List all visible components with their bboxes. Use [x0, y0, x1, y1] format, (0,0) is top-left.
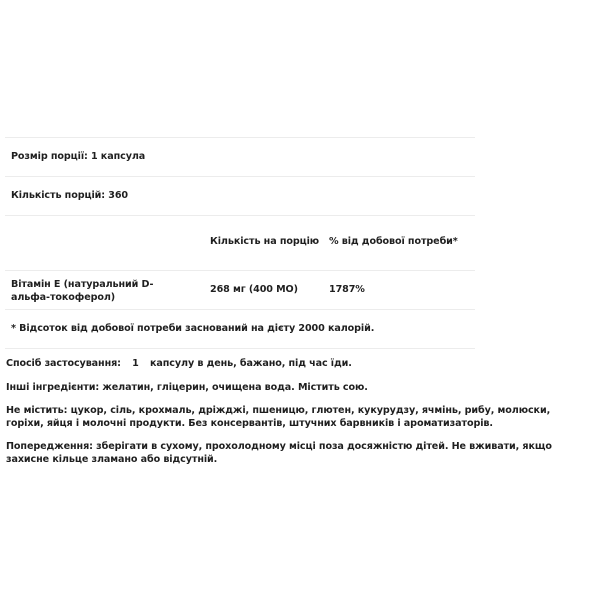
table-row	[5, 270, 475, 309]
nutrient-name: Вітамін Е (натуральний D-альфа-токоферол)	[11, 279, 154, 303]
other-ingredients: Інші інгредієнти: желатин, гліцерин, очищена вода. Містить сою.	[6, 381, 368, 393]
serving-size-row	[5, 137, 475, 176]
nutrient-daily-value: 1787%	[329, 284, 365, 295]
serving-size: Розмір порції: 1 капсула	[11, 151, 146, 162]
usage-instructions	[6, 358, 586, 371]
nutrient-amount: 268 мг (400 МО)	[210, 284, 298, 295]
footnote: * Відсоток від добової потреби заснований на дієту 2000 калорій.	[11, 323, 375, 334]
does-not-contain: Не містить: цукор, сіль, крохмаль, дріжджі, пшеницю, глютен, кукурудзу, ячмінь, рибу, молюски, горіхи, яйця і молочні продукти. Без консервантів, штучних барвників і ароматизаторів.	[6, 405, 551, 429]
usage-text: капсулу в день, бажано, під час їди.	[149, 358, 352, 369]
footnote-row	[5, 309, 475, 349]
usage-number: 1	[132, 358, 139, 369]
supplement-facts-table	[5, 137, 475, 349]
usage-label: Спосіб застосування:	[6, 358, 121, 369]
product-info	[6, 358, 586, 477]
table-header-row	[5, 215, 475, 270]
column-header-amount: Кількість на порцію	[210, 236, 320, 247]
servings-count: Кількість порцій: 360	[11, 190, 128, 201]
warning: Попередження: зберігати в сухому, прохолодному місці поза досяжністю дітей. Не вживати, якщо захисне кільце зламано або відсутній.	[6, 441, 552, 465]
column-header-daily-value: % від добової потреби*	[329, 236, 458, 247]
servings-count-row	[5, 176, 475, 215]
